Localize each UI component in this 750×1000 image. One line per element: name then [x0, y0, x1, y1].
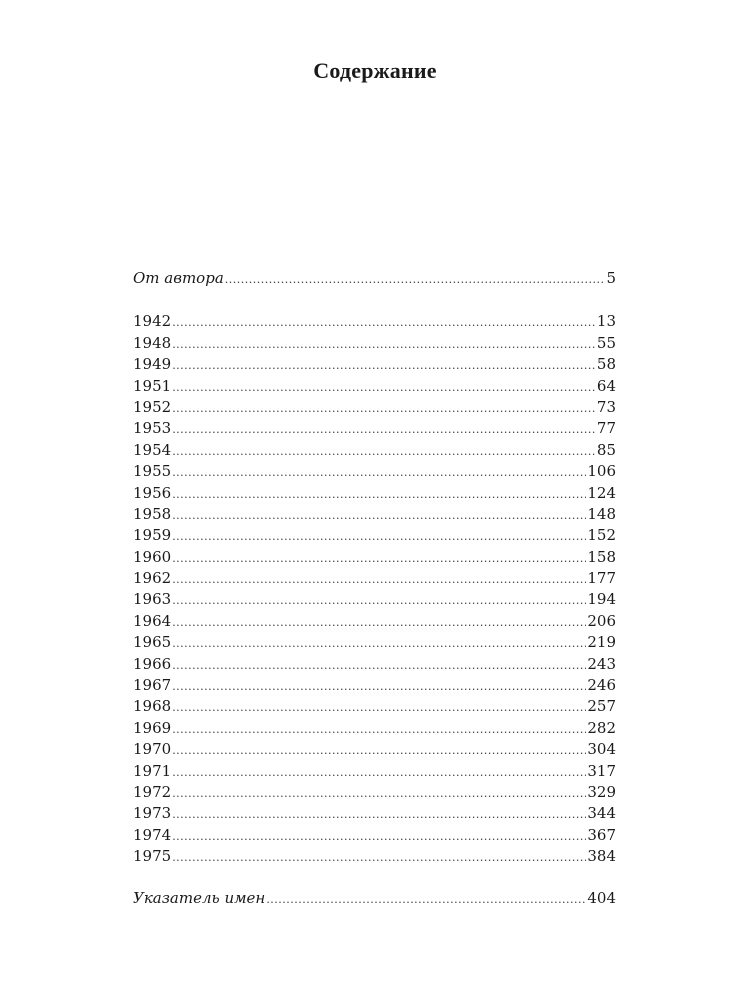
toc-entry-page: 317 — [587, 761, 616, 780]
dot-leader — [172, 719, 586, 740]
dot-leader — [172, 590, 586, 611]
spacer — [133, 289, 616, 311]
toc-entry-page: 124 — [587, 483, 616, 502]
toc-entry-label: От автора — [133, 269, 224, 287]
toc-entry-label: 1964 — [133, 611, 172, 630]
toc-entry-label: 1955 — [133, 462, 172, 481]
toc-entry-label: 1963 — [133, 590, 172, 609]
toc-entry-label: 1958 — [133, 504, 172, 523]
toc-entry-year[interactable] — [133, 568, 616, 589]
toc-entry-label: 1969 — [133, 718, 172, 737]
dot-leader — [172, 484, 586, 505]
toc-entry-page: 304 — [587, 740, 616, 759]
toc-entry-label: 1965 — [133, 633, 172, 652]
toc-entry-year[interactable] — [133, 761, 616, 782]
toc-entry-label: 1962 — [133, 569, 172, 588]
toc-entry-label: 1952 — [133, 397, 172, 416]
toc-entry-label: 1959 — [133, 526, 172, 545]
toc-entry-label: 1973 — [133, 804, 172, 823]
toc-entry-year[interactable] — [133, 696, 616, 717]
dot-leader — [172, 419, 596, 440]
toc-entry-label: 1970 — [133, 740, 172, 759]
toc-entry-page: 77 — [596, 419, 616, 438]
dot-leader — [172, 740, 586, 761]
toc-entry-page: 243 — [587, 654, 616, 673]
toc-entry-year[interactable] — [133, 846, 616, 867]
spacer — [133, 868, 616, 888]
year-entries — [133, 311, 616, 867]
toc-entry-page: 177 — [587, 569, 616, 588]
toc-entry-year[interactable] — [133, 311, 616, 332]
toc-entry-label: 1972 — [133, 782, 172, 801]
dot-leader — [172, 441, 596, 462]
toc-entry-page: 344 — [587, 804, 616, 823]
toc-entry-year[interactable] — [133, 418, 616, 439]
toc-entry-label: 1975 — [133, 847, 172, 866]
dot-leader — [225, 269, 606, 290]
dot-leader — [172, 655, 586, 676]
toc-entry-label: 1966 — [133, 654, 172, 673]
toc-entry-year[interactable] — [133, 333, 616, 354]
dot-leader — [172, 804, 586, 825]
toc-entry-year[interactable] — [133, 483, 616, 504]
dot-leader — [172, 355, 596, 376]
dot-leader — [172, 312, 596, 333]
toc-entry-year[interactable] — [133, 397, 616, 418]
toc-entry-label: Указатель имен — [133, 888, 266, 907]
toc-entry-page: 55 — [596, 333, 616, 352]
toc-entry-page: 13 — [596, 312, 616, 331]
toc-entry-page: 58 — [596, 355, 616, 374]
toc-entry-label: 1954 — [133, 440, 172, 459]
toc-entry-page: 152 — [587, 526, 616, 545]
toc-entry-year[interactable] — [133, 654, 616, 675]
toc-entry-year[interactable] — [133, 525, 616, 546]
dot-leader — [172, 462, 586, 483]
dot-leader — [172, 505, 586, 526]
toc-entry-label: 1942 — [133, 312, 172, 331]
toc-entry-page: 246 — [587, 676, 616, 695]
dot-leader — [172, 334, 596, 355]
toc-entry-year[interactable] — [133, 632, 616, 653]
toc-entry-year[interactable] — [133, 354, 616, 375]
toc-entry-label: 1949 — [133, 355, 172, 374]
toc-entry-page: 367 — [587, 825, 616, 844]
dot-leader — [172, 676, 586, 697]
toc-entry-year[interactable] — [133, 589, 616, 610]
toc-entry-label: 1953 — [133, 419, 172, 438]
toc-entry-year[interactable] — [133, 718, 616, 739]
toc-entry-year[interactable] — [133, 739, 616, 760]
toc-entry-label: 1951 — [133, 376, 172, 395]
dot-leader — [172, 762, 586, 783]
toc-entry-page: 194 — [587, 590, 616, 609]
dot-leader — [172, 377, 596, 398]
toc-entry-page: 384 — [587, 847, 616, 866]
toc-entry-label: 1960 — [133, 547, 172, 566]
toc-entry-page: 219 — [587, 633, 616, 652]
toc-entry-page: 282 — [587, 718, 616, 737]
dot-leader — [172, 526, 586, 547]
toc-entry-label: 1967 — [133, 676, 172, 695]
toc-entry-page: 257 — [587, 697, 616, 716]
toc-entry-label: 1956 — [133, 483, 172, 502]
dot-leader — [172, 569, 586, 590]
table-of-contents — [133, 268, 616, 909]
toc-entry-page: 158 — [587, 547, 616, 566]
toc-entry-year[interactable] — [133, 547, 616, 568]
dot-leader — [172, 612, 586, 633]
toc-entry-label: 1974 — [133, 825, 172, 844]
dot-leader — [172, 633, 586, 654]
toc-entry-label: 1968 — [133, 697, 172, 716]
toc-entry-page: 64 — [596, 376, 616, 395]
toc-entry-page: 106 — [587, 462, 616, 481]
toc-entry-year[interactable] — [133, 504, 616, 525]
toc-entry-page: 73 — [596, 397, 616, 416]
dot-leader — [266, 889, 586, 910]
toc-entry-author-foreword[interactable] — [133, 268, 616, 289]
toc-entry-year[interactable] — [133, 803, 616, 824]
toc-entry-label: 1948 — [133, 333, 172, 352]
page-title: Содержание — [313, 58, 437, 83]
toc-entry-year[interactable] — [133, 825, 616, 846]
toc-entry-page: 404 — [587, 888, 616, 907]
dot-leader — [172, 783, 586, 804]
toc-entry-page: 148 — [587, 504, 616, 523]
dot-leader — [172, 847, 586, 868]
toc-entry-label: 1971 — [133, 761, 172, 780]
dot-leader — [172, 548, 586, 569]
toc-entry-year[interactable] — [133, 675, 616, 696]
toc-entry-page: 206 — [587, 611, 616, 630]
dot-leader — [172, 826, 586, 847]
dot-leader — [172, 398, 596, 419]
toc-entry-year[interactable] — [133, 440, 616, 461]
toc-entry-year[interactable] — [133, 376, 616, 397]
toc-entry-page: 329 — [587, 782, 616, 801]
toc-entry-page: 85 — [596, 440, 616, 459]
dot-leader — [172, 697, 586, 718]
toc-entry-year[interactable] — [133, 461, 616, 482]
toc-entry-year[interactable] — [133, 611, 616, 632]
toc-entry-year[interactable] — [133, 782, 616, 803]
toc-entry-name-index[interactable] — [133, 888, 616, 909]
toc-entry-page: 5 — [606, 269, 616, 287]
